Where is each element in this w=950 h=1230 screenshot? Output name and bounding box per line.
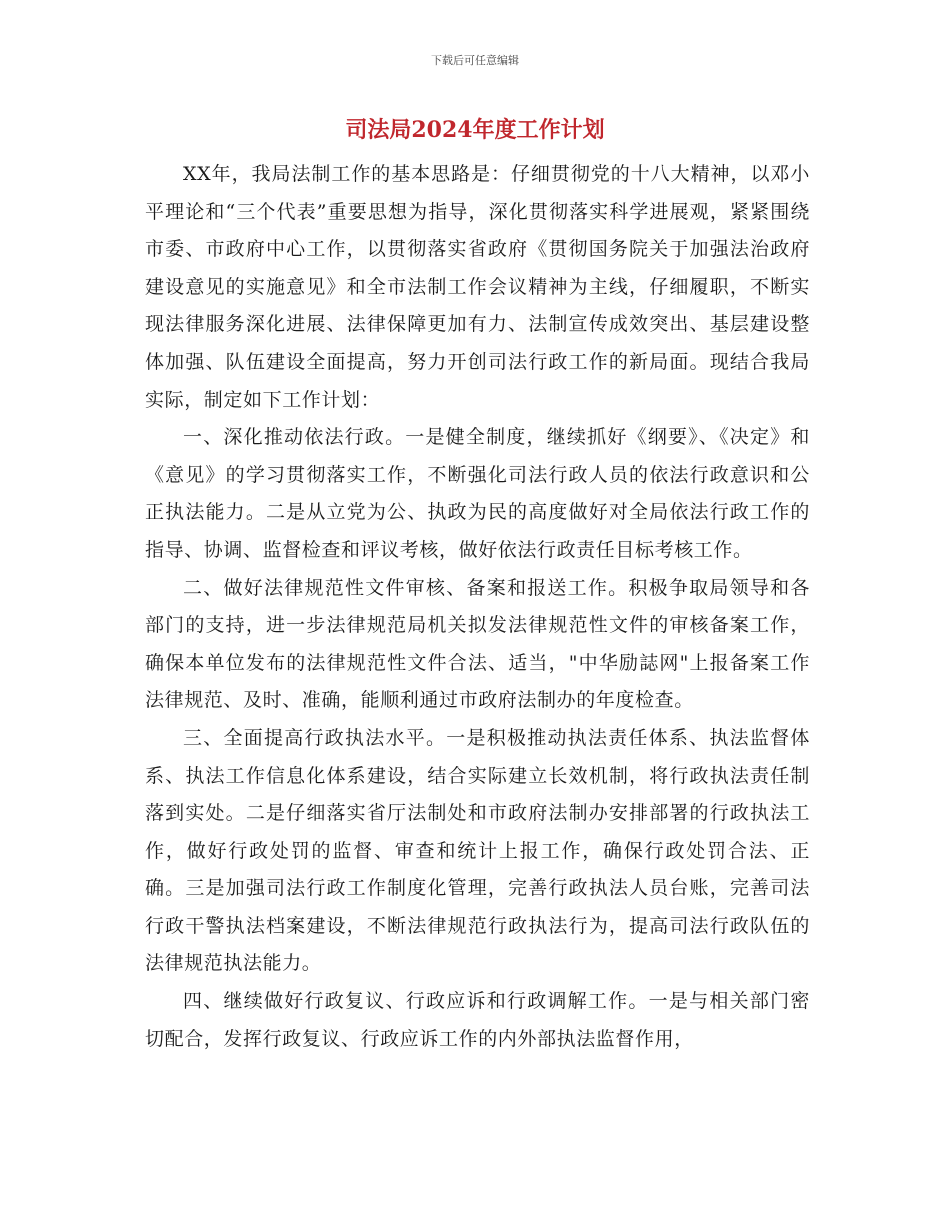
paragraph-intro: XX年，我局法制工作的基本思路是：仔细贯彻党的十八大精神，以邓小平理论和“三个代表”重要思想为指导，深化贯彻落实科学进展观，紧紧围绕市委、市政府中心工作，以贯彻落实省政府《贯彻国务院关于加强法治政府建设意见的实施意见》和全市法制工作会议精神为主线，仔细履职，不断实现法律服务深化进展、法律保障更加有力、法制宣传成效突出、基层建设整体加强、队伍建设全面提高，努力开创司法行政工作的新局面。现结合我局实际，制定如下工作计划： [145, 163, 810, 411]
page-header-note: 下载后可任意编辑 [431, 54, 519, 67]
paragraph-section-4: 四、继续做好行政复议、行政应诉和行政调解工作。一是与相关部门密切配合，发挥行政复议、行政应诉工作的内外部执法监督作用， [145, 990, 810, 1050]
document-body [145, 156, 810, 1058]
paragraph-section-1: 一、深化推动依法行政。一是健全制度，继续抓好《纲要》、《决定》和《意见》的学习贯彻落实工作，不断强化司法行政人员的依法行政意识和公正执法能力。二是从立党为公、执政为民的高度做好对全局依法行政工作的指导、协调、监督检查和评议考核，做好依法行政责任目标考核工作。 [145, 426, 810, 561]
paragraph-section-3: 三、全面提高行政执法水平。一是积极推动执法责任体系、执法监督体系、执法工作信息化体系建设，结合实际建立长效机制，将行政执法责任制落到实处。二是仔细落实省厅法制处和市政府法制办安排部署的行政执法工作，做好行政处罚的监督、审查和统计上报工作，确保行政处罚合法、正确。三是加强司法行政工作制度化管理，完善行政执法人员台账，完善司法行政干警执法档案建设，不断法律规范行政执法行为，提高司法行政队伍的法律规范执法能力。 [145, 726, 810, 975]
paragraph-section-2: 二、做好法律规范性文件审核、备案和报送工作。积极争取局领导和各部门的支持，进一步法律规范局机关拟发法律规范性文件的审核备案工作，确保本单位发布的法律规范性文件合法、适当，"中华励誌网"上报备案工作法律规范、及时、准确，能顺利通过市政府法制办的年度检查。 [145, 576, 810, 712]
document-title: 司法局2024年度工作计划 [345, 117, 605, 143]
